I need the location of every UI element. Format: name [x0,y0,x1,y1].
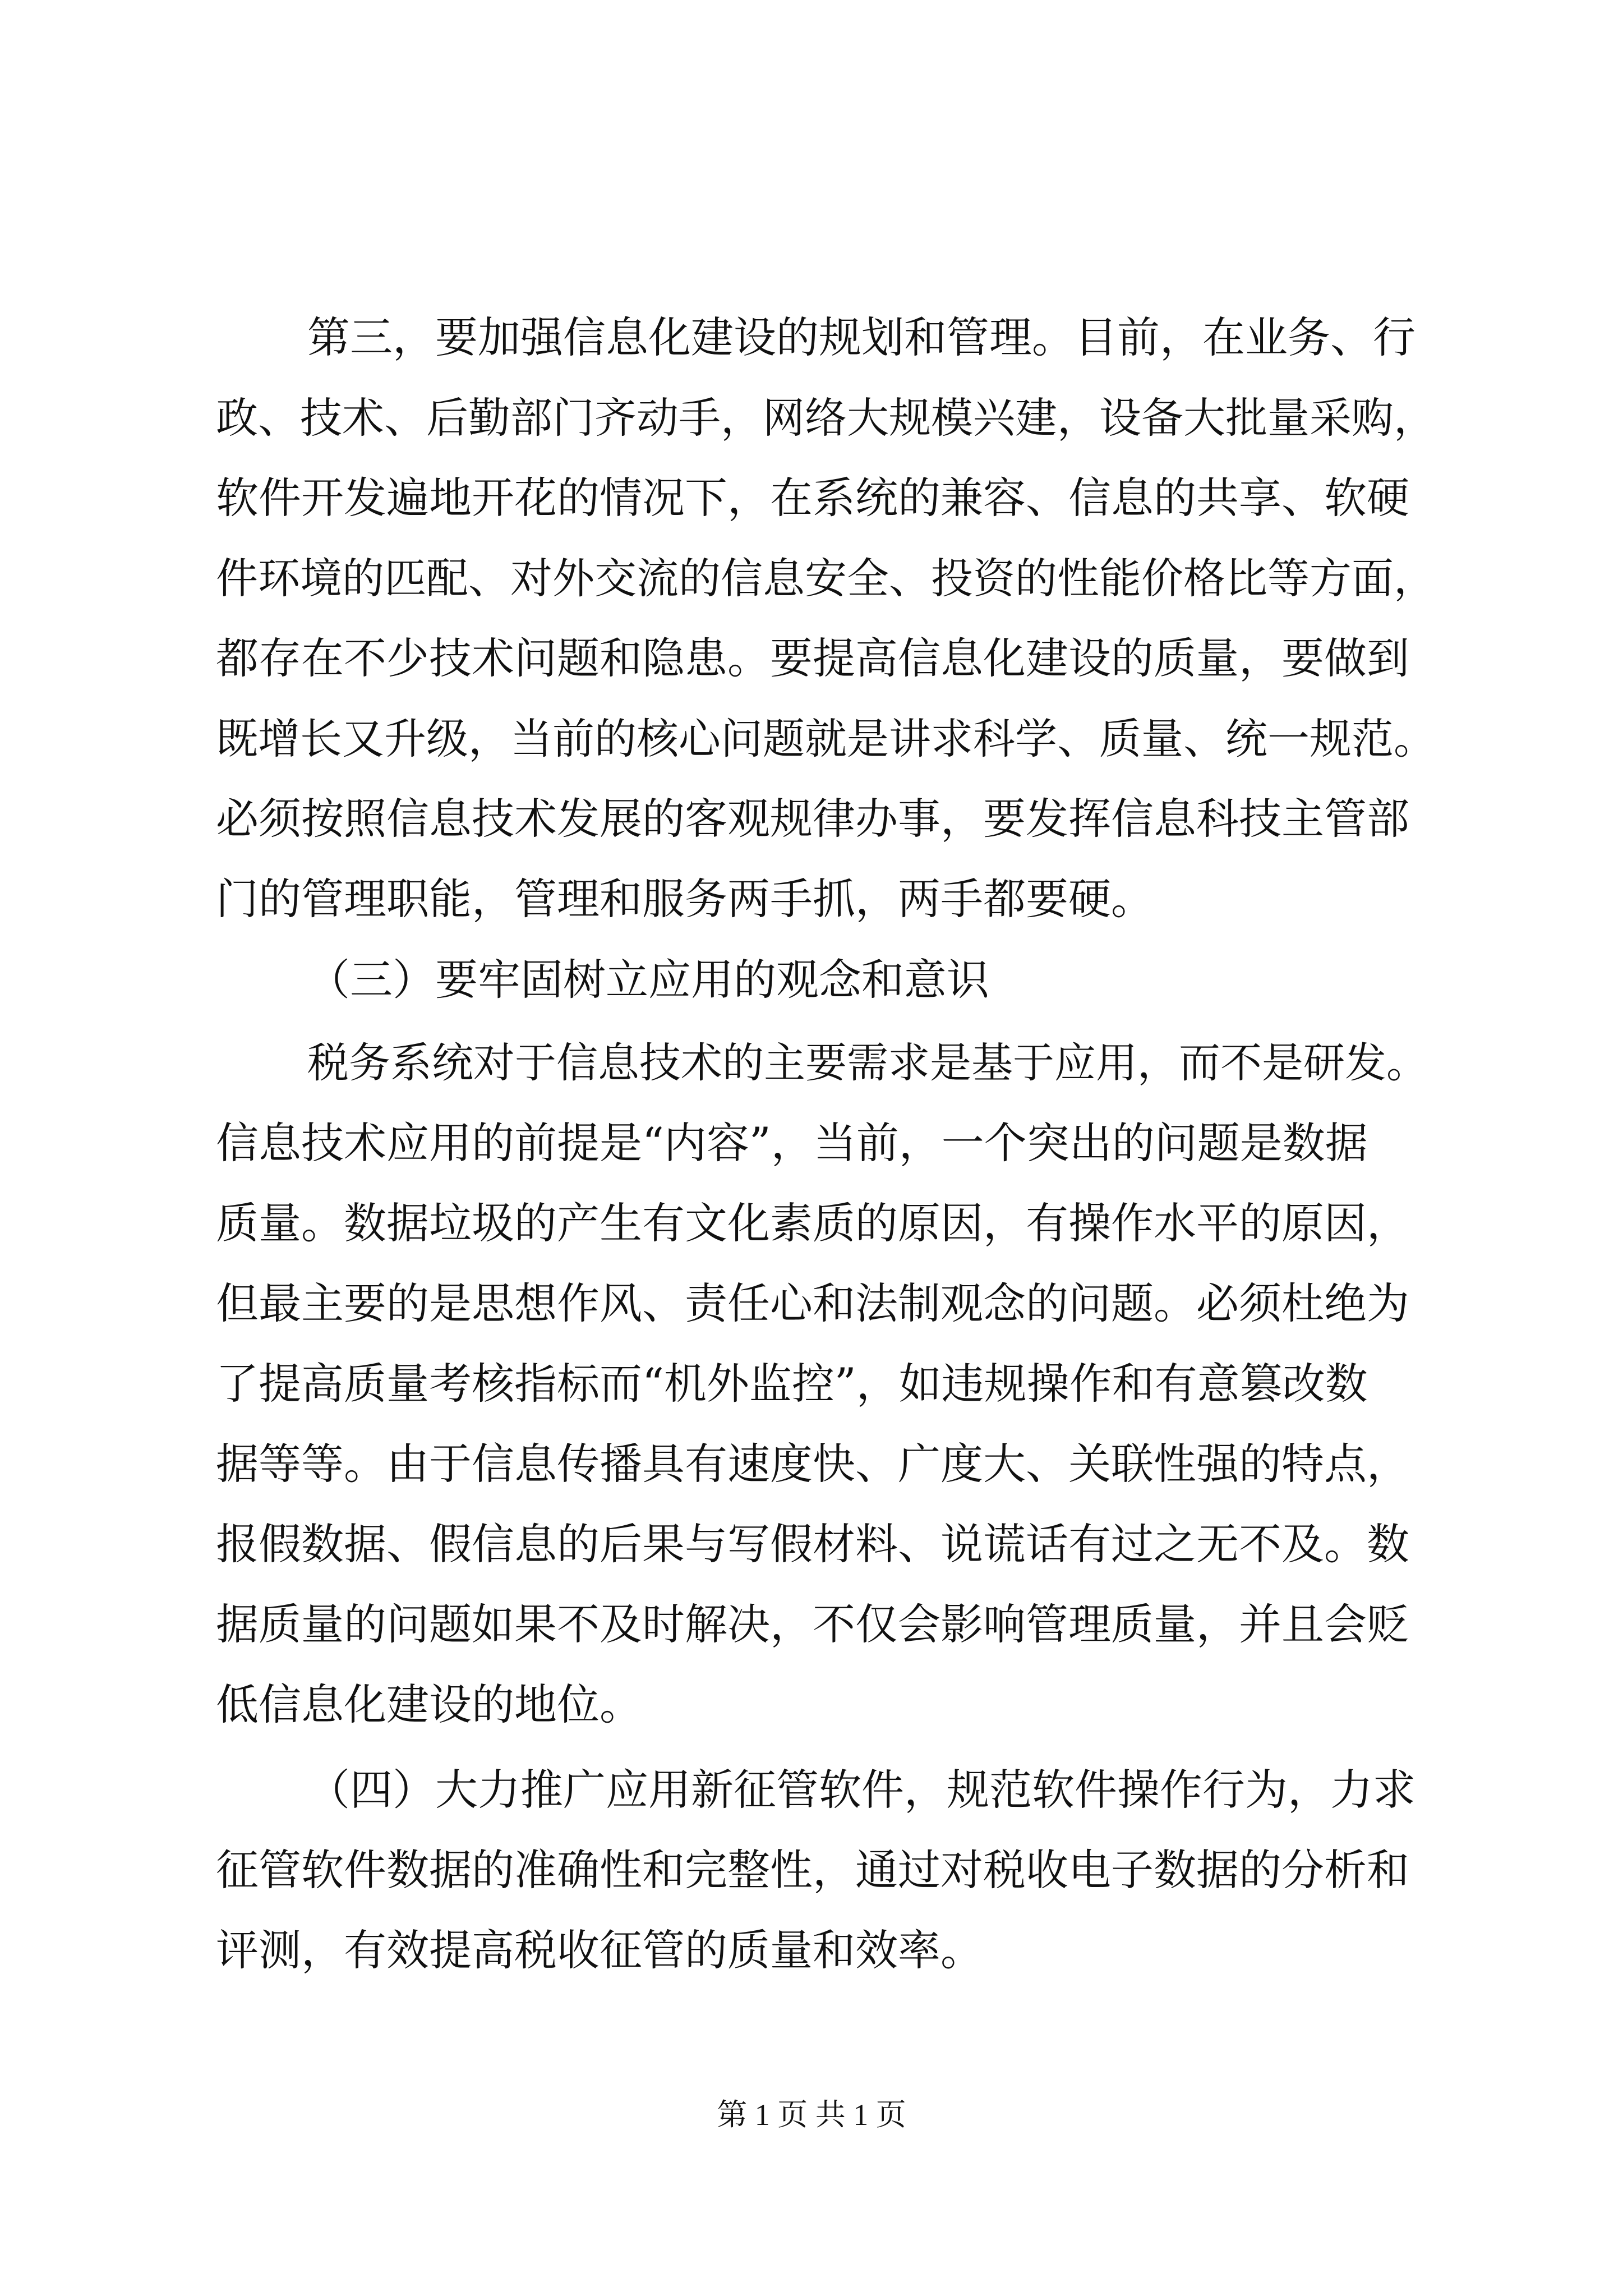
paragraph-2-line-9: 低信息化建设的地位。 [216,1680,642,1729]
paragraph-1-line-1: 第三，要加强信息化建设的规划和管理。目前，在业务、行 [307,312,1415,362]
paragraph-2-line-1: 税务系统对于信息技术的主要需求是基于应用，而不是研发。 [307,1039,1428,1087]
paragraph-1-line-4: 件环境的匹配、对外交流的信息安全、投资的性能价格比等方面， [216,554,1436,603]
paragraph-1-line-6: 既增长又升级，当前的核心问题就是讲求科学、质量、统一规范。 [216,714,1436,763]
paragraph-1-line-8: 门的管理职能，管理和服务两手抓，两手都要硬。 [216,874,1154,924]
paragraph-3-line-1: （四）大力推广应用新征管软件，规范软件操作行为，力求 [307,1765,1415,1815]
paragraph-1-line-3: 软件开发遍地开花的情况下，在系统的兼容、信息的共享、软硬 [216,473,1409,523]
paragraph-1-line-2: 政、技术、后勤部门齐动手，网络大规模兴建，设备大批量采购， [216,393,1436,443]
paragraph-2-line-3: 质量。数据垃圾的产生有文化素质的原因，有操作水平的原因， [216,1198,1409,1248]
paragraph-2-line-8: 据质量的问题如果不及时解决，不仅会影响管理质量，并且会贬 [216,1599,1409,1649]
paragraph-2-line-7: 报假数据、假信息的后果与写假材料、说谎话有过之无不及。数 [216,1519,1409,1569]
paragraph-3-line-3: 评测，有效提高税收征管的质量和效率。 [216,1925,983,1975]
paragraph-1-line-5: 都存在不少技术问题和隐患。要提高信息化建设的质量，要做到 [216,633,1409,683]
paragraph-2-line-6: 据等等。由于信息传播具有速度快、广度大、关联性强的特点， [216,1439,1409,1489]
paragraph-2-line-4: 但最主要的是思想作风、责任心和法制观念的问题。必须杜绝为 [216,1278,1409,1328]
paragraph-2-line-5: 了提高质量考核指标而“机外监控”，如违规操作和有意篡改数 [216,1359,1368,1409]
paragraph-2-line-2: 信息技术应用的前提是“内容”，当前，一个突出的问题是数据 [216,1118,1368,1168]
section-heading-3: （三）要牢固树立应用的观念和意识 [307,955,989,1005]
paragraph-3-line-2: 征管软件数据的准确性和完整性，通过对税收电子数据的分析和 [216,1845,1409,1895]
paragraph-1-line-7: 必须按照信息技术发展的客观规律办事，要发挥信息科技主管部 [216,794,1409,844]
page-footer: 第 1 页 共 1 页 [717,2098,906,2132]
